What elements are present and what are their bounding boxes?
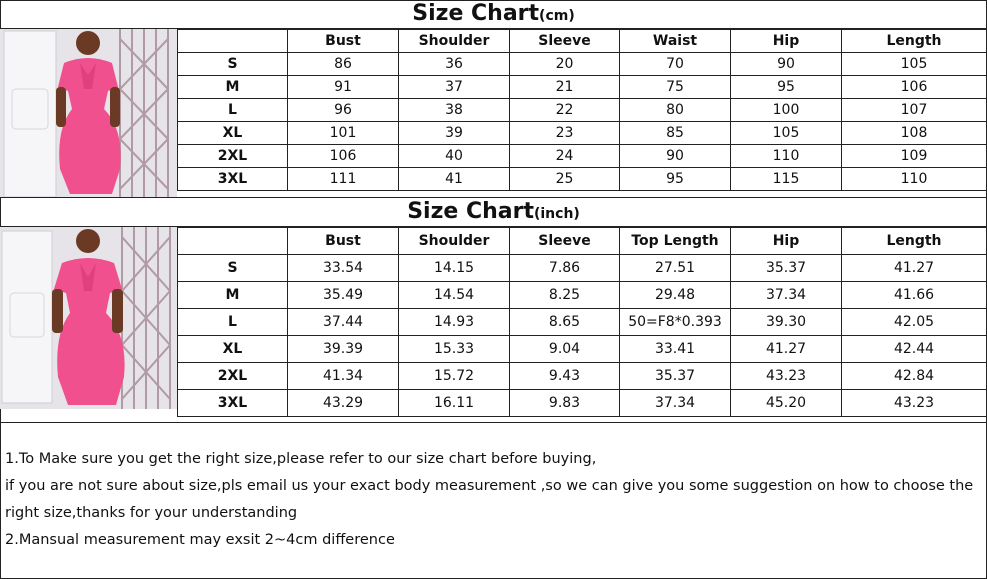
- table-cell: 108: [842, 122, 987, 145]
- table-cell: 41.27: [731, 336, 842, 363]
- table-cell: 37.44: [288, 309, 399, 336]
- table-cell: 43.23: [731, 363, 842, 390]
- table-cell: 27.51: [620, 255, 731, 282]
- table-cell: 43.29: [288, 390, 399, 417]
- size-label: 3XL: [178, 168, 288, 191]
- table-row: [178, 122, 987, 145]
- table-cell: 86: [288, 53, 399, 76]
- table-cell: 39.39: [288, 336, 399, 363]
- table-cell: 101: [288, 122, 399, 145]
- divider: [0, 422, 987, 423]
- table-cell: 8.65: [510, 309, 620, 336]
- table-row: [178, 145, 987, 168]
- header-cell: Length: [842, 228, 987, 255]
- table-cell: 95: [731, 76, 842, 99]
- note-line: 1.To Make sure you get the right size,please refer to our size chart before buying,: [5, 451, 597, 467]
- header-cell: Sleeve: [510, 228, 620, 255]
- table-cell: 33.41: [620, 336, 731, 363]
- cm-title-main: Size Chart: [412, 1, 540, 26]
- note-line: right size,thanks for your understanding: [5, 505, 298, 521]
- size-label: L: [178, 99, 288, 122]
- table-cell: 15.33: [399, 336, 510, 363]
- header-cell: [178, 30, 288, 53]
- size-label: XL: [178, 336, 288, 363]
- header-cell: Sleeve: [510, 30, 620, 53]
- inch-chart-title: [0, 198, 987, 226]
- size-label: S: [178, 255, 288, 282]
- table-cell: 25: [510, 168, 620, 191]
- table-row: [178, 390, 987, 417]
- table-cell: 115: [731, 168, 842, 191]
- table-cell: 42.44: [842, 336, 987, 363]
- size-label: M: [178, 282, 288, 309]
- table-cell: 106: [842, 76, 987, 99]
- table-cell: 45.20: [731, 390, 842, 417]
- table-cell: 9.43: [510, 363, 620, 390]
- table-cell: 41.66: [842, 282, 987, 309]
- cm-title-unit: (cm): [539, 8, 575, 24]
- table-header-row: [178, 228, 987, 255]
- size-label: L: [178, 309, 288, 336]
- table-row: [178, 282, 987, 309]
- table-cell: 109: [842, 145, 987, 168]
- note-line: if you are not sure about size,pls email us your exact body measurement ,so we can give you some suggestion on how to choose the: [5, 478, 974, 494]
- table-cell: 107: [842, 99, 987, 122]
- table-cell: 15.72: [399, 363, 510, 390]
- table-cell: 95: [620, 168, 731, 191]
- table-cell: 110: [842, 168, 987, 191]
- note-line: 2.Mansual measurement may exsit 2~4cm difference: [5, 532, 395, 548]
- table-row: [178, 336, 987, 363]
- table-cell: 50=F8*0.393: [620, 309, 731, 336]
- table-row: [178, 53, 987, 76]
- table-cell: 14.93: [399, 309, 510, 336]
- table-cell: 90: [731, 53, 842, 76]
- table-row: [178, 76, 987, 99]
- table-header-row: [178, 30, 987, 53]
- table-cell: 7.86: [510, 255, 620, 282]
- table-cell: 35.49: [288, 282, 399, 309]
- table-cell: 41.27: [842, 255, 987, 282]
- size-label: 3XL: [178, 390, 288, 417]
- header-cell: Bust: [288, 30, 399, 53]
- table-cell: 9.83: [510, 390, 620, 417]
- table-cell: 110: [731, 145, 842, 168]
- size-label: M: [178, 76, 288, 99]
- table-cell: 35.37: [731, 255, 842, 282]
- model-photo-cm: [0, 29, 177, 197]
- table-row: [178, 309, 987, 336]
- table-cell: 37.34: [620, 390, 731, 417]
- table-cell: 91: [288, 76, 399, 99]
- inch-title-unit: (inch): [533, 206, 580, 222]
- table-cell: 21: [510, 76, 620, 99]
- table-cell: 8.25: [510, 282, 620, 309]
- model-photo-inch: [0, 227, 177, 409]
- table-row: [178, 168, 987, 191]
- table-cell: 90: [620, 145, 731, 168]
- table-cell: 70: [620, 53, 731, 76]
- table-cell: 22: [510, 99, 620, 122]
- table-cell: 36: [399, 53, 510, 76]
- table-cell: 41: [399, 168, 510, 191]
- table-cell: 40: [399, 145, 510, 168]
- table-cell: 41.34: [288, 363, 399, 390]
- table-cell: 111: [288, 168, 399, 191]
- table-cell: 23: [510, 122, 620, 145]
- table-cell: 37: [399, 76, 510, 99]
- table-row: [178, 363, 987, 390]
- size-label: 2XL: [178, 363, 288, 390]
- table-cell: 38: [399, 99, 510, 122]
- table-cell: 105: [842, 53, 987, 76]
- table-cell: 14.15: [399, 255, 510, 282]
- table-cell: 106: [288, 145, 399, 168]
- table-row: [178, 99, 987, 122]
- size-label: S: [178, 53, 288, 76]
- table-cell: 29.48: [620, 282, 731, 309]
- table-cell: 100: [731, 99, 842, 122]
- table-cell: 9.04: [510, 336, 620, 363]
- inch-size-table: [177, 227, 987, 417]
- table-cell: 39: [399, 122, 510, 145]
- table-cell: 42.84: [842, 363, 987, 390]
- header-cell: [178, 228, 288, 255]
- table-cell: 42.05: [842, 309, 987, 336]
- table-cell: 33.54: [288, 255, 399, 282]
- table-cell: 35.37: [620, 363, 731, 390]
- table-cell: 24: [510, 145, 620, 168]
- cm-size-table: [177, 29, 987, 191]
- table-cell: 16.11: [399, 390, 510, 417]
- table-cell: 37.34: [731, 282, 842, 309]
- header-cell: Bust: [288, 228, 399, 255]
- size-label: XL: [178, 122, 288, 145]
- header-cell: Length: [842, 30, 987, 53]
- table-cell: 96: [288, 99, 399, 122]
- header-cell: Shoulder: [399, 30, 510, 53]
- table-cell: 80: [620, 99, 731, 122]
- table-cell: 14.54: [399, 282, 510, 309]
- size-label: 2XL: [178, 145, 288, 168]
- table-cell: 39.30: [731, 309, 842, 336]
- header-cell: Hip: [731, 30, 842, 53]
- table-cell: 20: [510, 53, 620, 76]
- table-cell: 105: [731, 122, 842, 145]
- cm-chart-title: [0, 0, 987, 28]
- header-cell: Waist: [620, 30, 731, 53]
- inch-title-main: Size Chart: [407, 199, 534, 224]
- table-cell: 43.23: [842, 390, 987, 417]
- table-row: [178, 255, 987, 282]
- header-cell: Hip: [731, 228, 842, 255]
- header-cell: Top Length: [620, 228, 731, 255]
- table-cell: 85: [620, 122, 731, 145]
- table-cell: 75: [620, 76, 731, 99]
- size-notes: [5, 446, 980, 554]
- header-cell: Shoulder: [399, 228, 510, 255]
